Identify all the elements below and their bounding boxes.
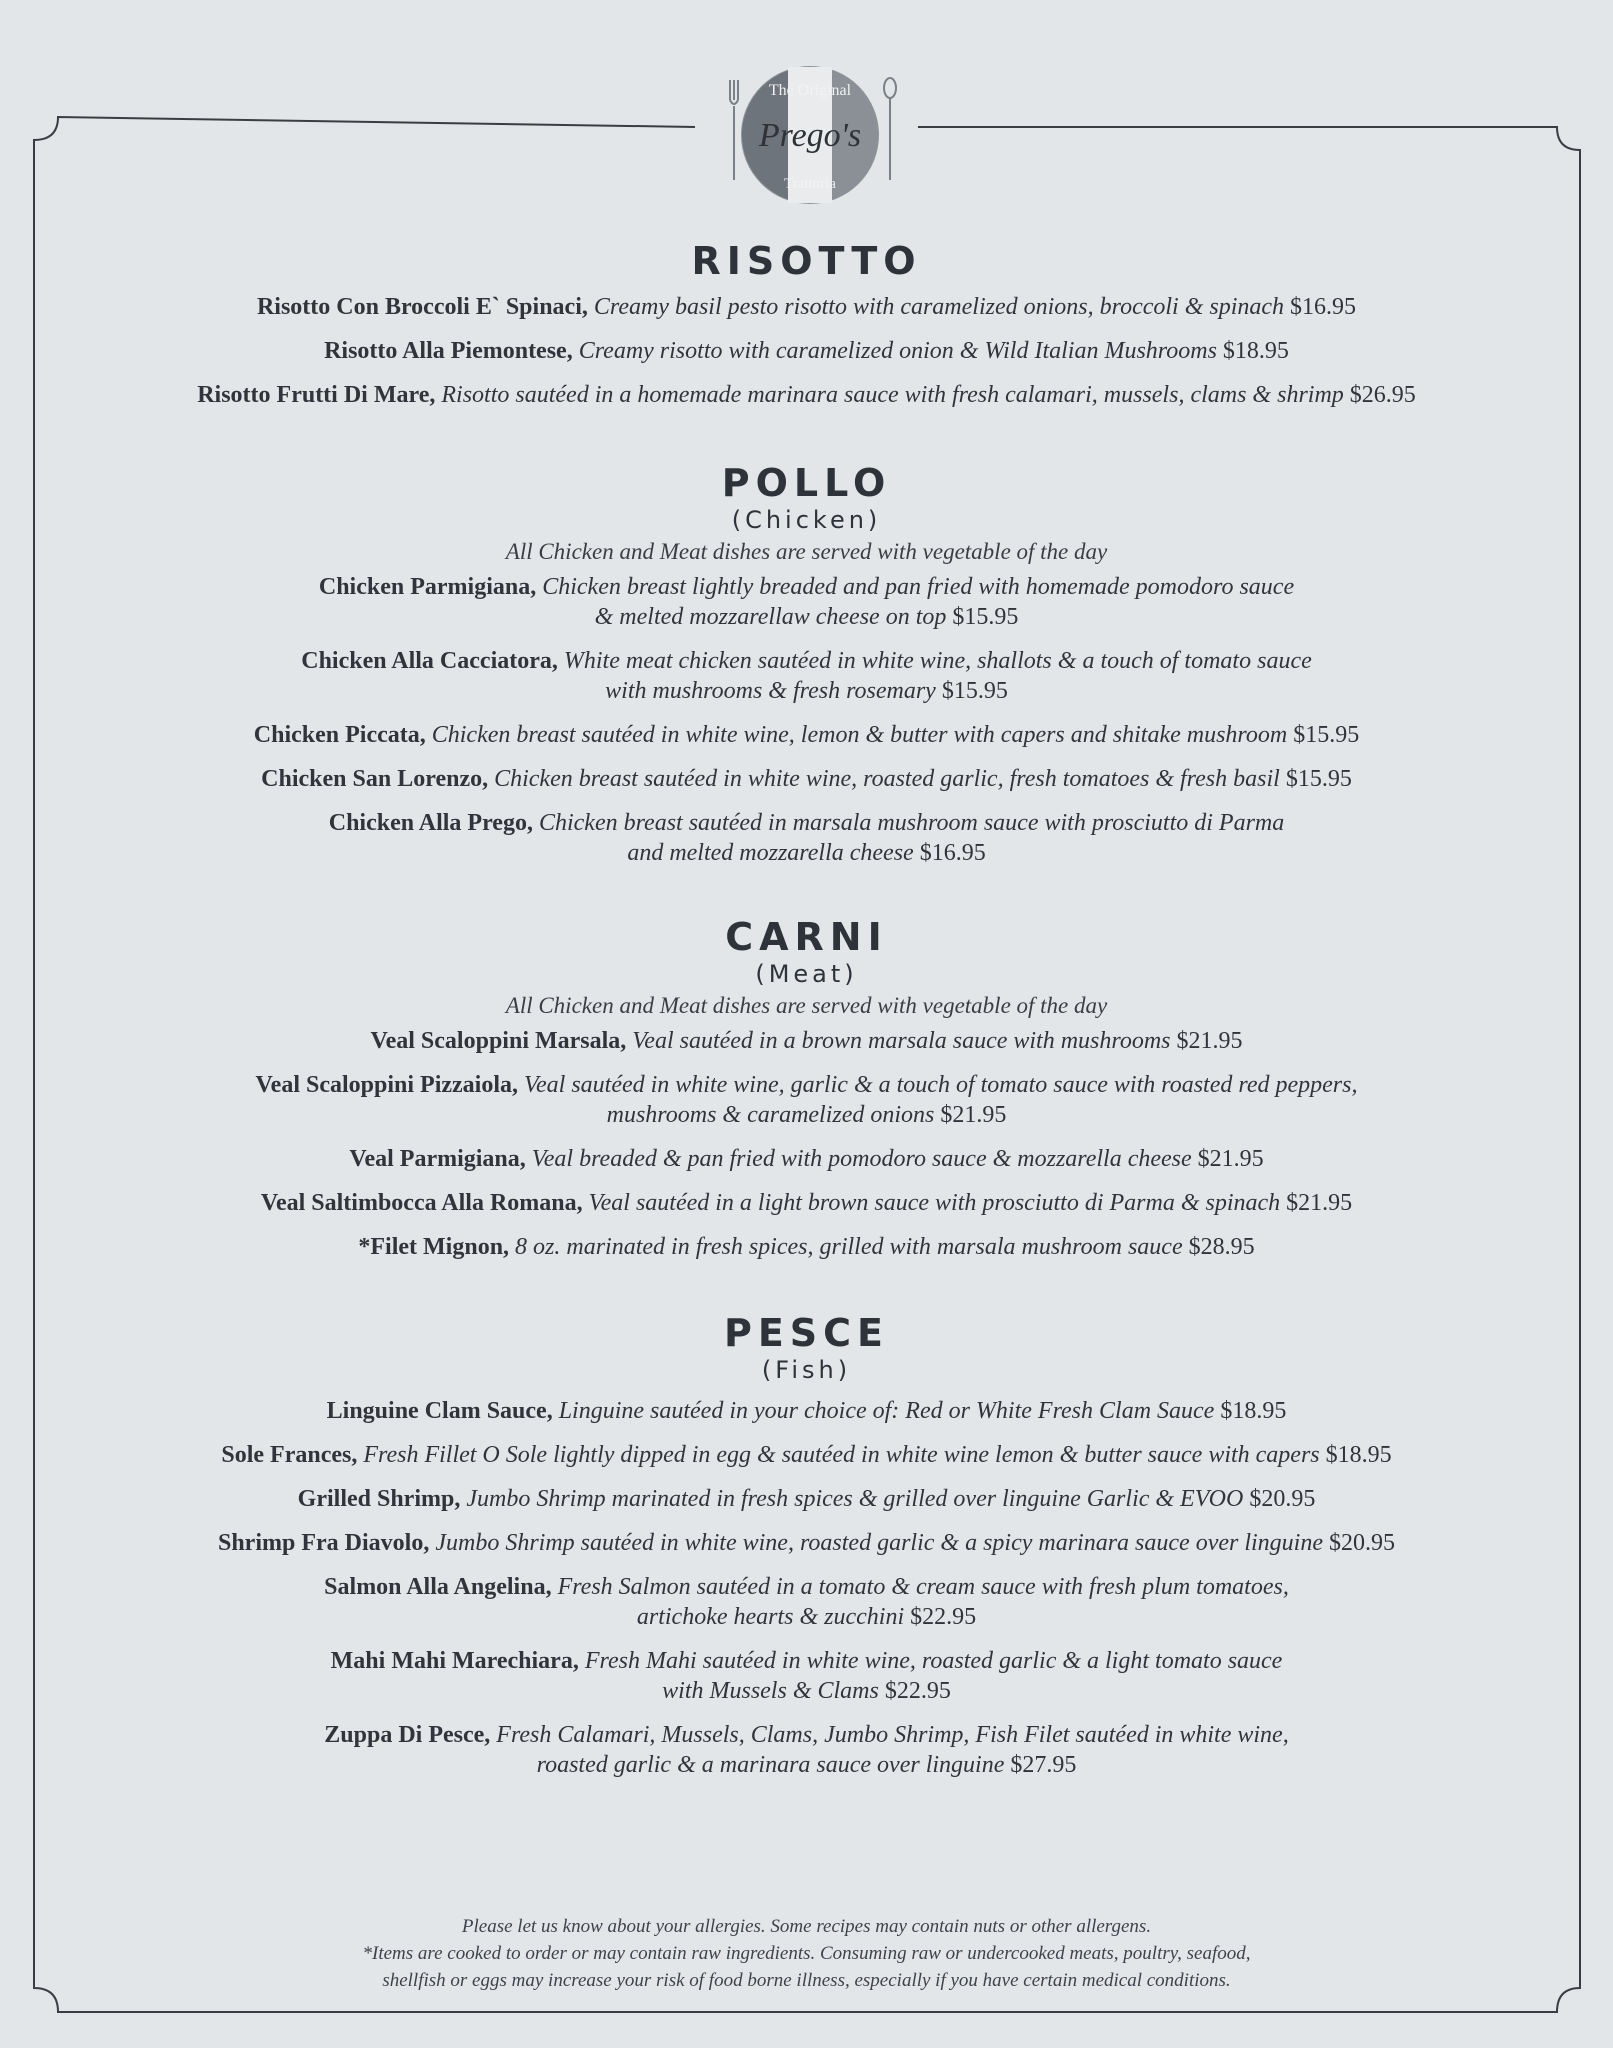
section-title: PESCE [723, 1311, 890, 1355]
menu-item [60, 720, 1553, 750]
menu-item [60, 292, 1553, 322]
item-description: White meat chicken sautéed in white wine, shallots & a touch of tomato sauce [563, 648, 1312, 674]
item-price: $15.95 [1293, 722, 1360, 748]
item-price: $18.95 [1220, 1398, 1287, 1424]
item-description: Fresh Fillet O Sole lightly dipped in egg & sautéed in white wine lemon & butter sauce with capers [363, 1442, 1320, 1468]
item-name: Veal Scaloppini Pizzaiola, [255, 1072, 518, 1098]
section-note: All Chicken and Meat dishes are served with vegetable of the day [505, 993, 1108, 1018]
item-description: Jumbo Shrimp marinated in fresh spices & grilled over linguine Garlic & EVOO [466, 1486, 1244, 1512]
menu-item [60, 1528, 1553, 1558]
pregos-logo [700, 60, 920, 210]
item-price: $20.95 [1329, 1530, 1395, 1556]
menu-item [60, 1396, 1553, 1426]
item-price: $21.95 [1286, 1190, 1353, 1216]
menu-item [60, 1232, 1553, 1262]
section-subtitle: (Fish) [761, 1356, 852, 1384]
item-description: 8 oz. marinated in fresh spices, grilled with marsala mushroom sauce [515, 1234, 1183, 1260]
item-name: Sole Frances, [221, 1442, 358, 1468]
item-description-cont: roasted garlic & a marinara sauce over linguine [536, 1752, 1005, 1778]
item-description: Creamy risotto with caramelized onion & Wild Italian Mushrooms [578, 338, 1217, 364]
spoon-icon [884, 78, 896, 180]
item-price: $15.95 [941, 678, 1008, 704]
item-name: Chicken Alla Prego, [328, 810, 533, 836]
item-price: $28.95 [1188, 1234, 1255, 1260]
section-subtitle: (Chicken) [731, 506, 882, 534]
section-risotto [60, 238, 1553, 410]
disclaimer-line: *Items are cooked to order or may contain raw ingredients. Consuming raw or undercooked meats, poultry, seafood, [362, 1943, 1251, 1964]
item-description: Fresh Salmon sautéed in a tomato & cream sauce with fresh plum tomatoes, [557, 1574, 1289, 1600]
item-description: Jumbo Shrimp sautéed in white wine, roasted garlic & a spicy marinara sauce over linguine [435, 1530, 1323, 1556]
item-name: Chicken San Lorenzo, [261, 766, 489, 792]
item-name: Zuppa Di Pesce, [324, 1722, 491, 1748]
item-description-cont: & melted mozzarellaw cheese on top [594, 604, 947, 630]
logo-bottom-text: Trattoria [784, 176, 836, 192]
menu-item [60, 1070, 1553, 1130]
item-description-cont: mushrooms & caramelized onions [606, 1102, 935, 1128]
section-pollo [60, 460, 1553, 868]
item-description: Creamy basil pesto risotto with caramelized onions, broccoli & spinach [593, 294, 1285, 320]
item-description: Linguine sautéed in your choice of: Red or White Fresh Clam Sauce [558, 1398, 1215, 1424]
item-price: $16.95 [919, 840, 986, 866]
section-note: All Chicken and Meat dishes are served with vegetable of the day [505, 539, 1108, 564]
item-description: Chicken breast lightly breaded and pan fried with homemade pomodoro sauce [542, 574, 1295, 600]
item-description: Veal sautéed in a light brown sauce with prosciutto di Parma & spinach [588, 1190, 1281, 1216]
item-price: $26.95 [1349, 382, 1416, 408]
item-description: Fresh Calamari, Mussels, Clams, Jumbo Shrimp, Fish Filet sautéed in white wine, [496, 1722, 1289, 1748]
item-name: Veal Parmigiana, [349, 1146, 526, 1172]
item-description: Veal breaded & pan fried with pomodoro sauce & mozzarella cheese [531, 1146, 1192, 1172]
menu-item [60, 1720, 1553, 1780]
menu-item [60, 1188, 1553, 1218]
item-name: Chicken Piccata, [253, 722, 426, 748]
item-description: Chicken breast sautéed in white wine, roasted garlic, fresh tomatoes & fresh basil [494, 766, 1280, 792]
item-description: Chicken breast sautéed in white wine, lemon & butter with capers and shitake mushroom [431, 722, 1288, 748]
item-price: $20.95 [1249, 1486, 1316, 1512]
item-description: Veal sautéed in a brown marsala sauce with mushrooms [632, 1028, 1171, 1054]
item-price: $22.95 [884, 1678, 951, 1704]
item-description: Chicken breast sautéed in marsala mushroom sauce with prosciutto di Parma [538, 810, 1285, 836]
item-price: $22.95 [910, 1604, 977, 1630]
item-price: $21.95 [1176, 1028, 1243, 1054]
item-price: $18.95 [1325, 1442, 1392, 1468]
menu-body [60, 238, 1553, 1794]
item-price: $15.95 [1285, 766, 1352, 792]
menu-item [60, 1440, 1553, 1470]
menu-item [60, 808, 1553, 868]
menu-item [60, 1026, 1553, 1056]
item-name: Chicken Alla Cacciatora, [301, 648, 558, 674]
item-description: Fresh Mahi sautéed in white wine, roasted garlic & a light tomato sauce [584, 1648, 1283, 1674]
item-price: $27.95 [1010, 1752, 1077, 1778]
item-name: Chicken Parmigiana, [318, 574, 537, 600]
item-description: Risotto sautéed in a homemade marinara sauce with fresh calamari, mussels, clams & shrimp [441, 382, 1344, 408]
item-name: Salmon Alla Angelina, [324, 1574, 552, 1600]
section-pesce [60, 1310, 1553, 1780]
item-name: Veal Saltimbocca Alla Romana, [260, 1190, 583, 1216]
item-name: Mahi Mahi Marechiara, [330, 1648, 579, 1674]
item-name: Grilled Shrimp, [297, 1486, 461, 1512]
section-carni [60, 914, 1553, 1262]
menu-item [60, 380, 1553, 410]
disclaimer-line: shellfish or eggs may increase your risk of food borne illness, especially if you have certain medical conditions. [382, 1970, 1231, 1991]
logo-top-text: The Original [768, 82, 852, 99]
item-name: Risotto Frutti Di Mare, [197, 382, 436, 408]
item-description: Veal sautéed in white wine, garlic & a touch of tomato sauce with roasted red peppers, [524, 1072, 1358, 1098]
item-name: Shrimp Fra Diavolo, [217, 1530, 430, 1556]
item-description-cont: with mushrooms & fresh rosemary [605, 678, 936, 704]
section-title: POLLO [721, 461, 892, 505]
menu-item [60, 1144, 1553, 1174]
section-subtitle: (Meat) [755, 960, 858, 988]
menu-item [60, 1484, 1553, 1514]
item-price: $15.95 [952, 604, 1019, 630]
menu-item [60, 1572, 1553, 1632]
allergy-disclaimer [160, 1913, 1453, 1994]
item-description-cont: with Mussels & Clams [662, 1678, 879, 1704]
menu-item [60, 572, 1553, 632]
menu-item [60, 646, 1553, 706]
item-name: Veal Scaloppini Marsala, [370, 1028, 627, 1054]
section-title: CARNI [725, 915, 888, 959]
item-name: Risotto Con Broccoli E` Spinaci, [256, 294, 588, 320]
disclaimer-line: Please let us know about your allergies. Some recipes may contain nuts or other allergens. [461, 1916, 1152, 1937]
item-price: $21.95 [940, 1102, 1007, 1128]
menu-item [60, 764, 1553, 794]
item-name: *Filet Mignon, [358, 1234, 510, 1260]
item-name: Risotto Alla Piemontese, [324, 338, 573, 364]
menu-item [60, 336, 1553, 366]
item-description-cont: artichoke hearts & zucchini [636, 1604, 905, 1630]
item-description-cont: and melted mozzarella cheese [627, 840, 914, 866]
item-price: $18.95 [1222, 338, 1289, 364]
section-title: RISOTTO [691, 239, 922, 283]
item-price: $16.95 [1290, 294, 1357, 320]
menu-item [60, 1646, 1553, 1706]
item-price: $21.95 [1197, 1146, 1264, 1172]
logo-name: Prego's [758, 117, 862, 154]
fork-icon [730, 80, 738, 180]
item-name: Linguine Clam Sauce, [326, 1398, 553, 1424]
